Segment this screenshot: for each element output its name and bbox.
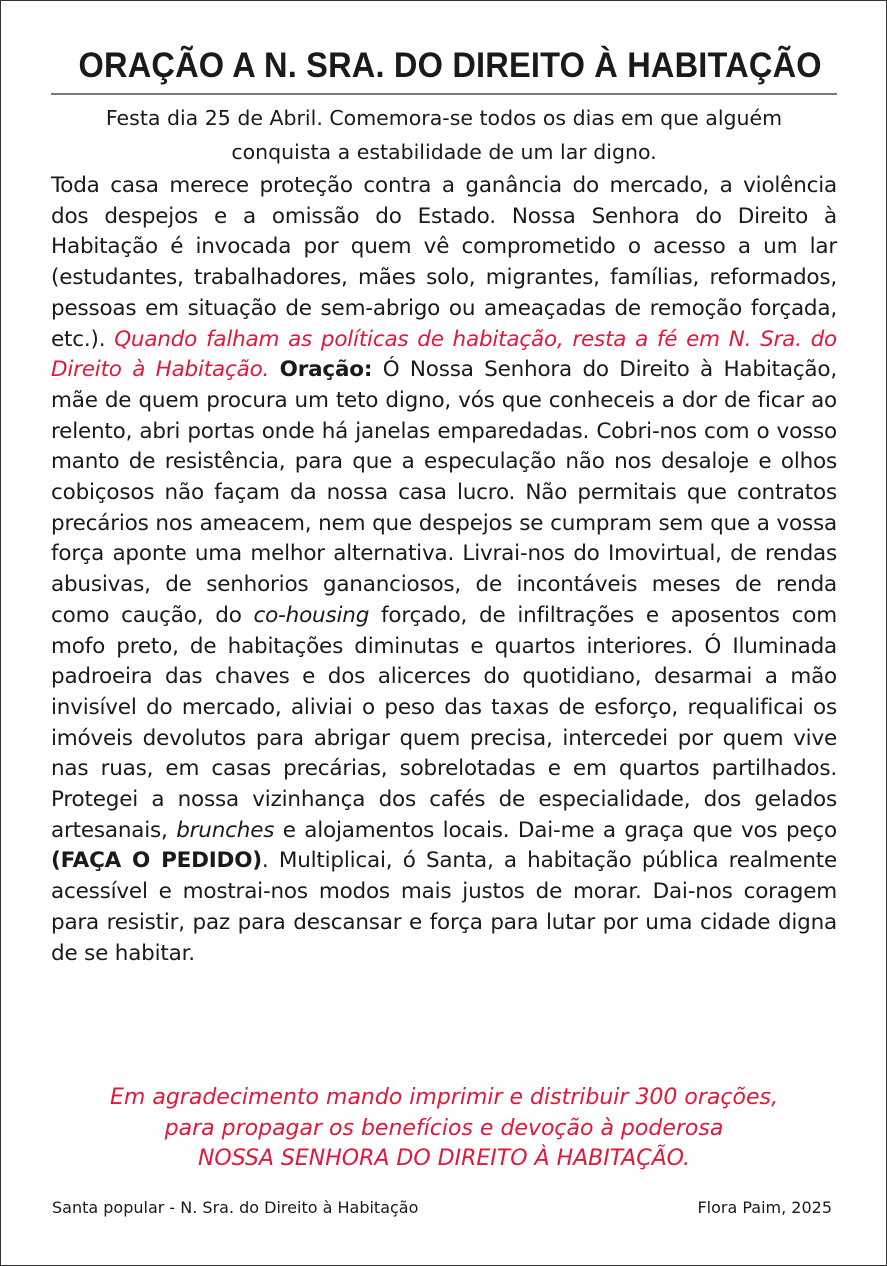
thanks-line-3: NOSSA SENHORA DO DIREITO À HABITAÇÃO. [197,1146,691,1171]
cohousing-term: co-housing [253,602,370,628]
thanks-line-2: para propagar os benefícios e devoção à poderosa [164,1115,724,1141]
prayer-text-3: e alojamentos locais. Dai-me a graça que vos peço [282,817,838,843]
prayer-label: Oração: [279,357,373,383]
subtitle-line-1: Festa dia 25 de Abril. Comemora-se todos os dias em que alguém [105,106,783,130]
subtitle-line-2: conquista a estabilidade de um lar digno. [231,140,657,164]
footer-author: Flora Paim, 2025 [697,1198,832,1217]
page-title: ORAÇÃO A N. SRA. DO DIREITO À HABITAÇÃO [78,46,822,85]
request-placeholder: (FAÇA O PEDIDO) [51,848,262,874]
prayer-body [51,171,837,969]
prayer-text-4: . Multiplicai, ó Santa, a habitação pública realmente acessível e mostrai-nos modos mais justos de morar. Dai-nos coragem para resistir, paz para descansar e força para lutar por uma cidade digna de se habitar. [51,848,838,966]
prayer-text-2: forçado, de infiltrações e aposentos com mofo preto, de habitações diminutas e quartos interiores. Ó Iluminada padroeira das chaves e dos alicerces do quotidiano, desarmai a mão invisível do mercado, aliviai o peso das taxas de esforço, requalificai os imóveis devolutos para abrigar quem precisa, intercedei por quem vive nas ruas, em casas precárias, sobrelotadas e em quartos partilhados. Protegei a nossa vizinhança dos cafés de especialidade, dos gelados artesanais, [51,602,837,843]
prayer-text-1: Ó Nossa Senhora do Direito à Habitação, mãe de quem procura um teto digno, vós que conheceis a dor de ficar ao relento, abri portas onde há janelas emparedadas. Cobri-nos com o vosso manto de resistência, para que a especulação não nos desaloje e olhos cobiçosos não façam da nossa casa lucro. Não permitais que contratos precários nos ameacem, nem que despejos se cumpram sem que a vossa força aponte uma melhor alternativa. Livrai-nos do Imovirtual, de rendas abusivas, de senhorios gananciosos, de incontáveis meses de renda como caução, do [51,357,837,628]
thanks-line-1: Em agradecimento mando imprimir e distribuir 300 orações, [110,1085,778,1110]
brunches-term: brunches [176,817,275,843]
thanks-block [51,1083,837,1175]
title-divider [51,93,837,95]
red-highlight-phrase: Quando falham as políticas de habitação, resta a fé em N. Sra. do Direito à Habitação. [51,326,838,383]
feast-subtitle [51,101,837,169]
intro-text: Toda casa merece proteção contra a ganância do mercado, a violência dos despejos e a omissão do Estado. Nossa Senhora do Direito à Habitação é invocada por quem vê comprometido o acesso a um lar (estudantes, trabalhadores, mães solo, migrantes, famílias, reformados, pessoas em situação de sem-abrigo ou ameaçadas de remoção forçada, etc.). [51,173,837,352]
footer-source: Santa popular - N. Sra. do Direito à Habitação [52,1198,419,1217]
